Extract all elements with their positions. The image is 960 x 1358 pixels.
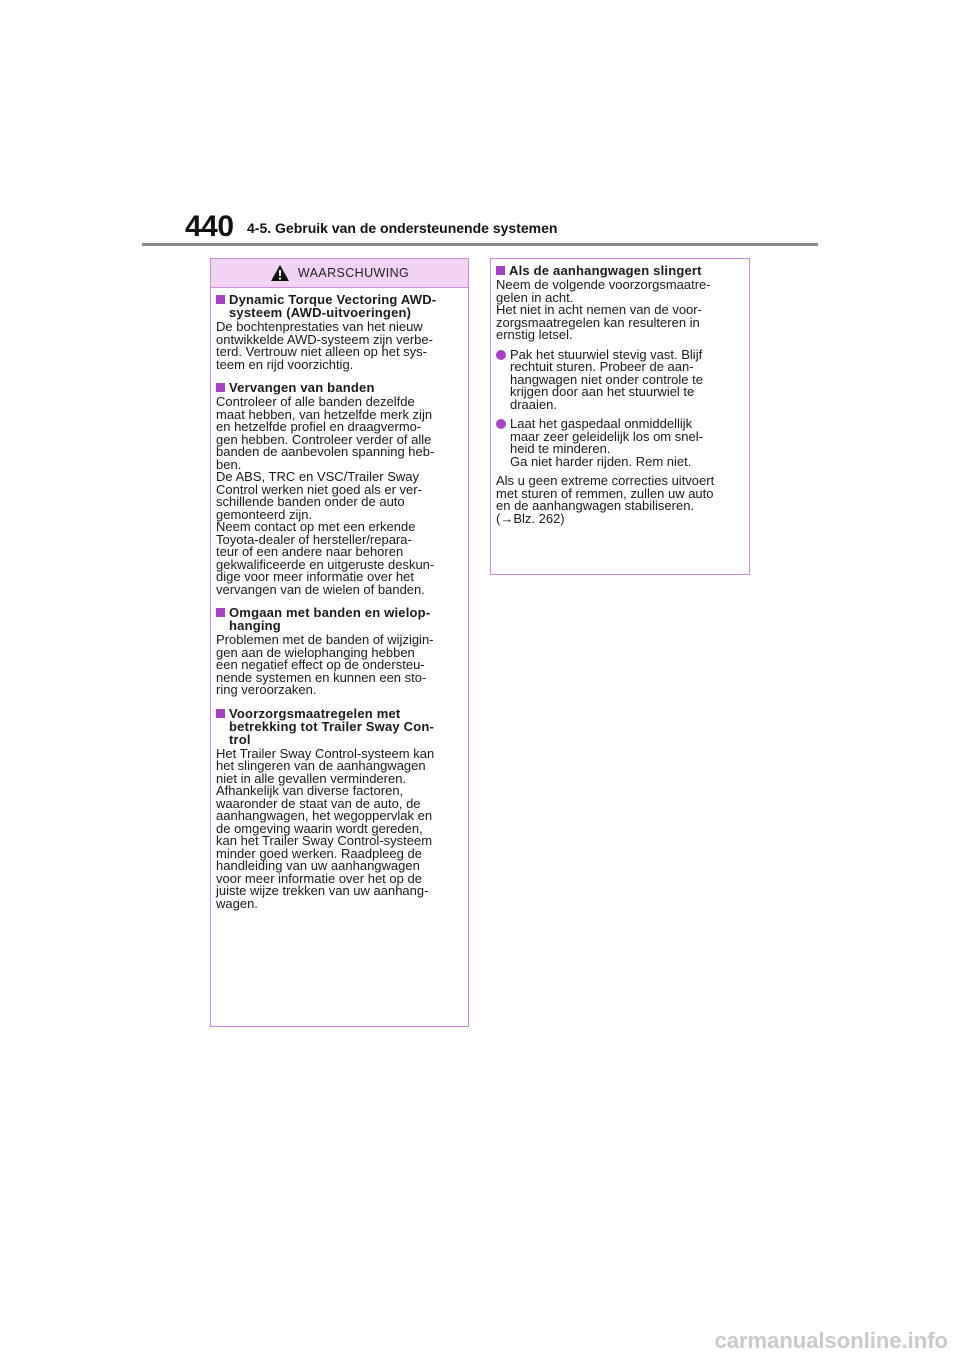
- square-bullet-icon: [216, 608, 225, 617]
- section-body: Het Trailer Sway Control-systeem kan het slingeren van de aanhangwagen niet in alle gevallen verminderen. Afhankelijk van diverse factoren, waaronder de staat van de auto, de aanhangwagen, het wegoppervlak en de omgeving waarin wordt gereden, kan het Trailer Sway Control-systeem minder goed werken. Raadpleeg de handleiding van uw aanhangwagen voor meer informatie over het op de juiste wijze trekken van uw aanhang- wagen.: [216, 745, 435, 911]
- warning-section-suspension: [216, 606, 462, 697]
- bullet-text: Laat het gaspedaal onmiddellijk maar zeer geleidelijk los om snel- heid te minderen. Ga niet harder rijden. Rem niet.: [510, 416, 703, 469]
- list-item: [496, 346, 743, 412]
- section-heading: Omgaan met banden en wielop- hanging: [229, 605, 431, 633]
- trailer-sway-box: [490, 258, 750, 575]
- page-number: 440: [185, 210, 234, 243]
- section-body: Controleer of alle banden dezelfde maat hebben, van hetzelfde merk zijn en hetzelfde profiel en draagvermo- gen hebben. Controleer verder of alle banden de aanbevolen spanning heb- ben. De ABS, TRC en VSC/Trailer Sway Control werken niet goed als er ver- schillende banden onder de auto gemonteerd zijn. Neem contact op met een erkende Toyota-dealer of hersteller/repara- teur of een andere naar behoren gekwalificeerde en uitgeruste deskun- dige voor meer informatie over het vervangen van de wielen of banden.: [216, 394, 435, 597]
- warning-section-tires: [216, 381, 462, 596]
- intro-text: Neem de volgende voorzorgsmaatre- gelen in acht. Het niet in acht nemen van de voor- zorgsmaatregelen kan resulteren in ernstig letsel.: [496, 277, 711, 342]
- section-heading: Dynamic Torque Vectoring AWD- systeem (AWD-uitvoeringen): [229, 292, 437, 320]
- section-title: 4-5. Gebruik van de ondersteunende systemen: [247, 220, 558, 236]
- list-item: [496, 418, 743, 468]
- outro-text: Als u geen extreme correcties uitvoert met sturen of remmen, zullen uw auto en de aanhangwagen stabiliseren. (→Blz. 262): [496, 473, 715, 526]
- square-bullet-icon: [216, 295, 225, 304]
- warning-header: [211, 259, 468, 288]
- warning-section-trailer-sway: [216, 707, 462, 911]
- section-body: De bochtenprestaties van het nieuw ontwikkelde AWD-systeem zijn verbe- terd. Vertrouw niet alleen op het sys- teem en rijd voorzichtig.: [216, 319, 433, 372]
- warning-box: [210, 258, 469, 1027]
- square-bullet-icon: [216, 709, 225, 718]
- section-body: Problemen met de banden of wijzigin- gen aan de wielophanging hebben een negatief effect op de ondersteu- nende systemen en kunnen een sto- ring veroorzaken.: [216, 632, 434, 697]
- warning-section-awd: [216, 293, 462, 371]
- section-heading: Voorzorgsmaatregelen met betrekking tot Trailer Sway Con- trol: [229, 705, 435, 747]
- square-bullet-icon: [496, 266, 505, 275]
- warning-triangle-icon: [270, 264, 290, 282]
- round-bullet-icon: [496, 419, 506, 429]
- round-bullet-icon: [496, 350, 506, 360]
- bullet-text: Pak het stuurwiel stevig vast. Blijf rechtuit sturen. Probeer de aan- hangwagen niet onder controle te krijgen door aan het stuurwiel te draaien.: [510, 346, 703, 412]
- square-bullet-icon: [216, 383, 225, 392]
- warning-label: WAARSCHUWING: [297, 266, 410, 280]
- watermark: carmanualsonline.info: [714, 1328, 948, 1353]
- section-heading: Vervangen van banden: [229, 380, 375, 395]
- section-heading: Als de aanhangwagen slingert: [509, 263, 702, 278]
- header-divider: [142, 243, 818, 246]
